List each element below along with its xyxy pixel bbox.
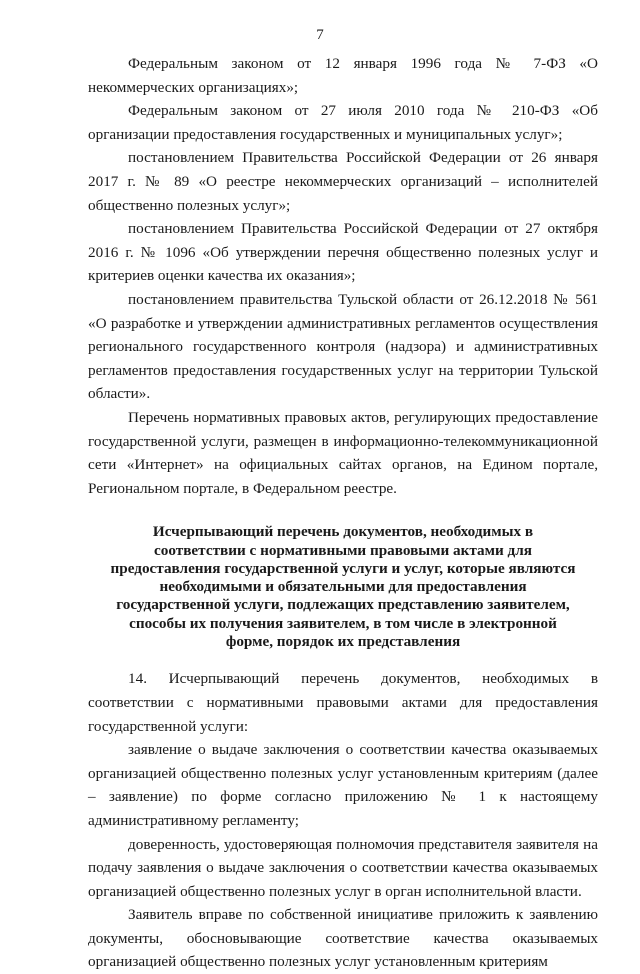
paragraph-law-210fz: Федеральным законом от 27 июля 2010 года № 210-ФЗ «Об организации предоставления государственных и муниципальных услуг»; <box>88 102 598 143</box>
section-heading: Исчерпывающий перечень документов, необходимых в соответствии с нормативными правовыми актами для предоставления государственной услуги и услуг, которые являются необходимыми и обязательными для предоставления государственной услуги, подлежащих представлению заявителем, способы их получения заявителем, в том числе в электронной форме, порядок их представления <box>110 523 576 651</box>
paragraph-law-7fz: Федеральным законом от 12 января 1996 года № 7-ФЗ «О некоммерческих организациях»; <box>88 55 598 96</box>
paragraph-application: заявление о выдаче заключения о соответствии качества оказываемых организацией общественно полезных услуг установленным критериям (далее – заявление) по форме согласно приложению № 1 к настоящему административному регламенту; <box>88 741 598 829</box>
paragraph-applicant-right: Заявитель вправе по собственной инициативе приложить к заявлению документы, обосновывающие соответствие качества оказываемых организацией общественно полезных услуг установленным критериям <box>88 906 598 971</box>
paragraph-decree-561: постановлением правительства Тульской области от 26.12.2018 № 561 «О разработке и утверждении административных регламентов осуществления регионального государственного контроля (надзора) и административных регламентов предоставления государственных услуг на территории Тульской области». <box>88 290 598 403</box>
paragraph-decree-1096: постановлением Правительства Российской Федерации от 27 октября 2016 г. № 1096 «Об утверждении перечня общественно полезных услуг и критериев оценки качества их оказания»; <box>88 220 598 285</box>
document-body <box>88 52 598 974</box>
paragraph-item-14: 14. Исчерпывающий перечень документов, необходимых в соответствии с нормативными правовыми актами для предоставления государственной услуги: <box>88 670 598 735</box>
paragraph-power-of-attorney: доверенность, удостоверяющая полномочия представителя заявителя на подачу заявления о выдаче заключения о соответствии качества оказываемых организацией общественно полезных услуг в орган исполнительной власти. <box>88 835 598 900</box>
paragraph-decree-89: постановлением Правительства Российской Федерации от 26 января 2017 г. № 89 «О реестре некоммерческих организаций – исполнителей общественно полезных услуг»; <box>88 149 598 214</box>
page-number: 7 <box>316 27 324 43</box>
paragraph-acts-list-published: Перечень нормативных правовых актов, регулирующих предоставление государственной услуги, размещен в информационно-телекоммуникационной сети «Интернет» на официальных сайтах органов, на Едином портале, Региональном портале, в Федеральном реестре. <box>88 408 598 497</box>
